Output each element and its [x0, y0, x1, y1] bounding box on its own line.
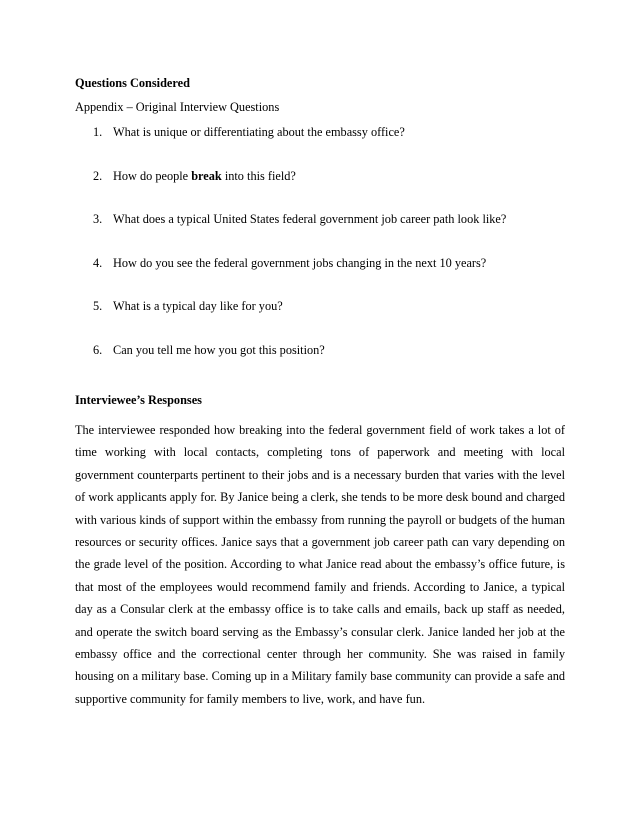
question-number: 6.	[93, 343, 103, 357]
responses-heading: Interviewee’s Responses	[75, 393, 202, 407]
question-text: What is unique or differentiating about the embassy office?	[113, 125, 405, 139]
question-text: What does a typical United States federal government job career path look like?	[113, 212, 507, 226]
question-item	[93, 124, 593, 140]
appendix-subheading: Appendix – Original Interview Questions	[75, 100, 280, 114]
question-text: How do you see the federal government jobs changing in the next 10 years?	[113, 256, 487, 270]
question-number: 4.	[93, 256, 103, 270]
question-item	[93, 168, 593, 184]
question-number: 1.	[93, 125, 103, 139]
question-item	[93, 342, 593, 358]
question-number: 3.	[93, 212, 103, 226]
question-item	[93, 255, 593, 271]
question-text: What is a typical day like for you?	[113, 299, 283, 313]
question-text-emphasis: break	[191, 169, 222, 183]
question-text-before: How do people	[113, 169, 192, 183]
question-item	[93, 298, 593, 314]
question-item	[93, 211, 593, 227]
responses-paragraph: The interviewee responded how breaking into the federal government field of work takes a lot of time working with local contacts, completing tons of paperwork and meeting with local government counterparts pertinent to their jobs and is a necessary burden that varies with the level of work applicants apply for. By Janice being a clerk, she tends to be more desk bound and charged with various kinds of support within the embassy from running the payroll or budgets of the human resources or security offices. Janice says that a government job career path can vary depending on the grade level of the position. According to what Janice read about the embassy’s office future, is that most of the employees would recommend family and friends. According to Janice, a typical day as a Consular clerk at the embassy office is to take calls and emails, back up staff as needed, and operate the switch board serving as the Embassy’s consular clerk. Janice landed her job at the embassy office and the correctional center through her community. She was raised in family housing on a military base. Coming up in a Military family base community can provide a safe and supportive community for family members to live, work, and have fun.	[75, 423, 565, 706]
question-text: Can you tell me how you got this position?	[113, 343, 325, 357]
questions-heading: Questions Considered	[75, 76, 190, 90]
question-number: 5.	[93, 299, 103, 313]
question-number: 2.	[93, 169, 103, 183]
question-text-after: into this field?	[221, 169, 296, 183]
